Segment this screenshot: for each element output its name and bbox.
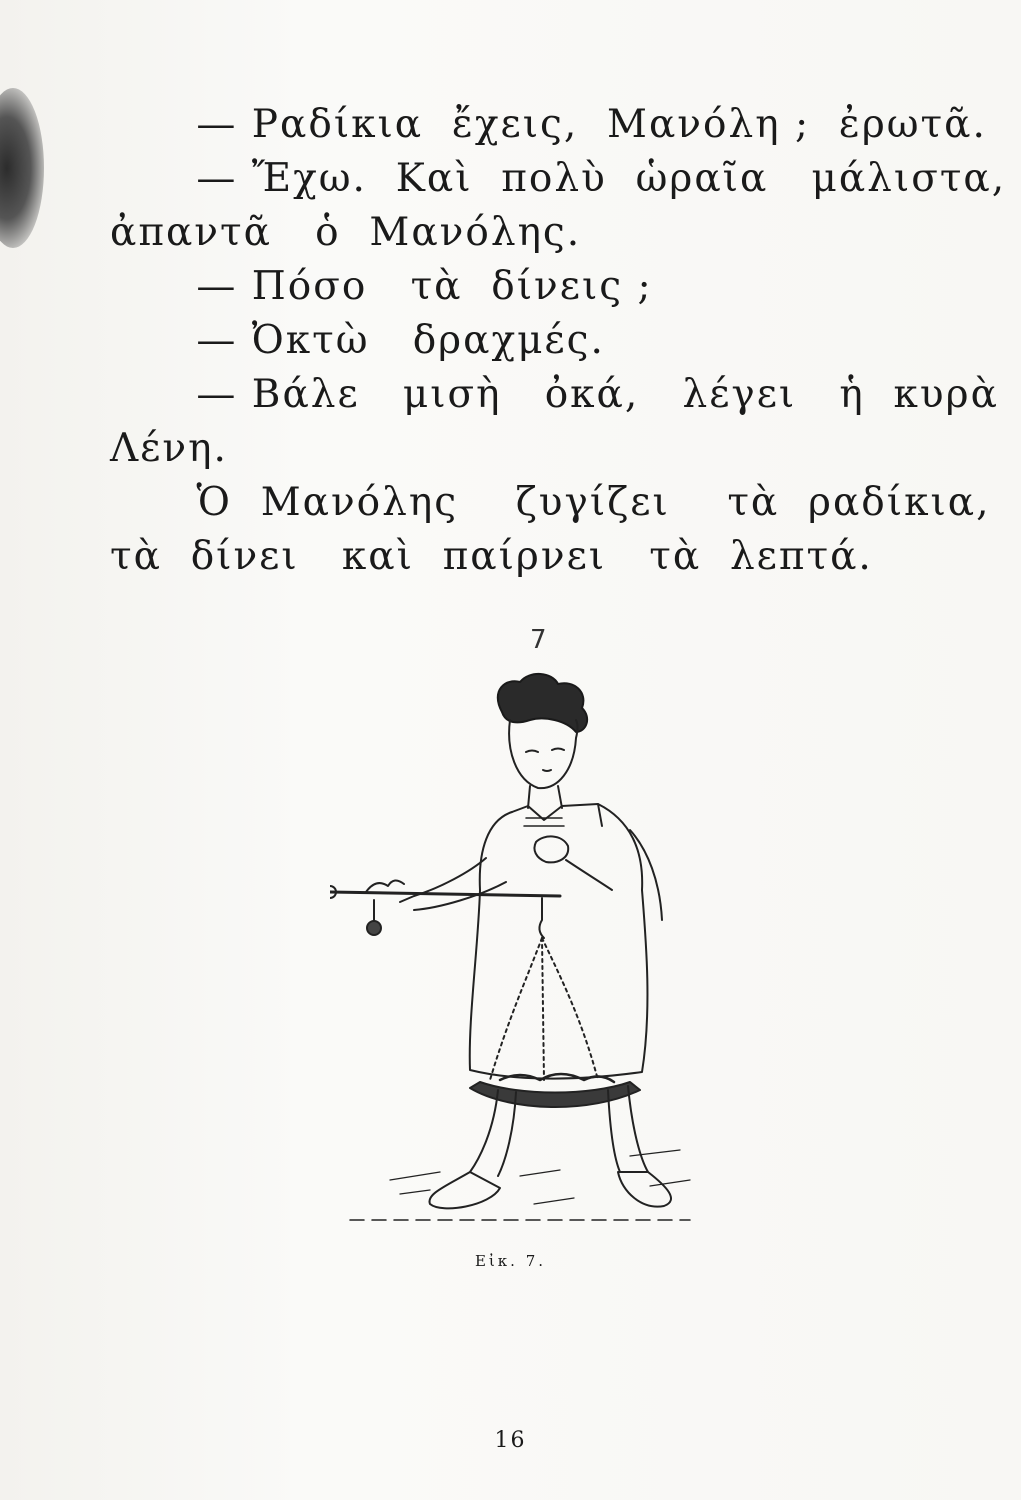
text-line: — Ἔχω. Καὶ πολὺ ὡραῖα μάλιστα, bbox=[110, 156, 1007, 201]
right-leg bbox=[608, 1090, 620, 1172]
text-line: Ὁ Μανόλης ζυγίζει τὰ ραδίκια, bbox=[110, 480, 991, 525]
text-line: — Ὀκτὼ δραχμές. bbox=[110, 318, 605, 363]
face bbox=[509, 720, 577, 788]
scale-beam bbox=[330, 892, 560, 896]
illustration-boy-with-scale bbox=[330, 620, 700, 1230]
page-number: 16 bbox=[494, 1428, 527, 1453]
scale-chain bbox=[490, 938, 542, 1080]
text-line: ἀπαντᾶ ὁ Μανόλης. bbox=[110, 210, 582, 255]
hair bbox=[498, 674, 587, 732]
collar bbox=[512, 804, 602, 826]
right-hand bbox=[534, 836, 568, 862]
right-shoe bbox=[618, 1172, 671, 1207]
left-leg bbox=[470, 1090, 498, 1172]
left-shoe bbox=[429, 1172, 500, 1208]
ink-stain bbox=[0, 88, 44, 248]
figure-number-mark: 7 bbox=[530, 625, 547, 655]
text-line: τὰ δίνει καὶ παίρνει τὰ λεπτά. bbox=[110, 534, 873, 579]
text-line: — Ραδίκια ἔχεις, Μανόλη ; ἐρωτᾶ. bbox=[110, 102, 987, 147]
figure-caption: Εἰκ. 7. bbox=[474, 1252, 547, 1270]
text-line: — Βάλε μισὴ ὀκά, λέγει ἡ κυρὰ bbox=[110, 372, 999, 417]
smock bbox=[470, 804, 648, 1079]
text-line: Λένη. bbox=[110, 426, 228, 471]
text-line: — Πόσο τὰ δίνεις ; bbox=[110, 264, 653, 309]
reading-passage bbox=[110, 98, 1007, 584]
